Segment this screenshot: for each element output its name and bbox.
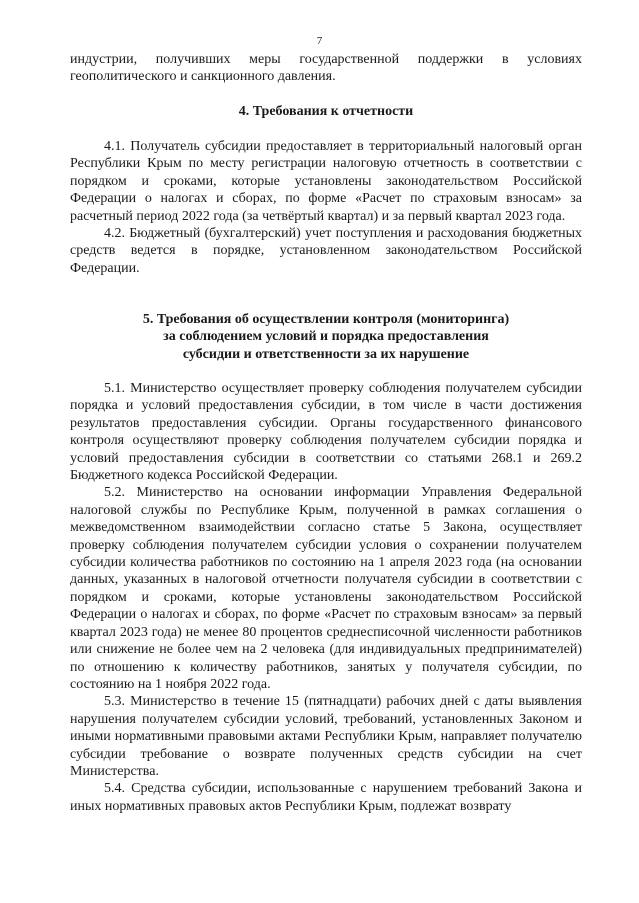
paragraph-5-4: 5.4. Средства субсидии, использованные с нарушением требований Закона и иных нормативных правовых актов Республики Крым, подлежат возврату (70, 781, 582, 814)
page-number: 7 (316, 35, 323, 47)
section-5-heading-line-2: за соблюдением условий и порядка предоставления (163, 329, 489, 345)
section-4-body (70, 138, 582, 277)
section-5-heading (70, 311, 582, 363)
paragraph-4-1: 4.1. Получатель субсидии предоставляет в территориальный налоговый орган Республики Крым по месту регистрации налоговую отчетность в соответствии с порядком и сроками, которые установлены законодательством Российской Федерации о налогах и сборах, по форме «Расчет по страховым взносам» за расчетный период 2022 года (за четвёртый квартал) и за первый квартал 2023 года. (70, 139, 582, 224)
paragraph-5-3: 5.3. Министерство в течение 15 (пятнадцати) рабочих дней с даты выявления нарушения получателем субсидии условий, требований, установленных Законом и иными нормативными правовыми актами Республики Крым, направляет получателю субсидии требование о возврате полученных средств субсидии на счет Министерства. (70, 694, 582, 779)
section-5-heading-line-1: 5. Требования об осуществлении контроля (мониторинга) (142, 312, 510, 327)
intro-paragraph-block (70, 51, 582, 86)
section-5-heading-line-3: субсидии и ответственности за их нарушение (182, 346, 470, 362)
intro-paragraph: индустрии, получивших меры государственной поддержки в условиях геополитического и санкционного давления. (70, 52, 582, 85)
paragraph-4-2: 4.2. Бюджетный (бухгалтерский) учет поступления и расходования бюджетных средств ведется в порядке, установленном законодательством Российской Федерации. (70, 226, 582, 276)
paragraph-5-1: 5.1. Министерство осуществляет проверку соблюдения получателем субсидии порядка и условий предоставления субсидии, в том числе в части достижения результатов предоставления субсидии. Органы государственного финансового контроля осуществляют проверку соблюдения получателем субсидии порядка и условий предоставления субсидии в соответствии со статьями 268.1 и 269.2 Бюджетного кодекса Российской Федерации. (70, 381, 582, 484)
section-4-heading: 4. Требования к отчетности (238, 104, 414, 119)
section-5-body (70, 380, 582, 815)
paragraph-5-2: 5.2. Министерство на основании информации Управления Федеральной налоговой службы по Республике Крым, полученной в рамках соглашения о межведомственном взаимодействии согласно статье 5 Закона, осуществляет проверку соблюдения получателем субсидии условия о сохранении получателем субсидии количества работников по состоянию на 1 апреля 2023 года (на основании данных, указанных в налоговой отчетности получателя субсидии в соответствии с порядком и сроками, которые установлены законодательством Российской Федерации о налогах и сборах, по форме «Расчет по страховым взносам» за первый квартал 2023 года) не менее 80 процентов среднесписочной численности работников или снижение не более чем на 2 человека (для индивидуальных предпринимателей) по отношению к количеству работников, занятых у получателя субсидии, по состоянию на 1 ноября 2022 года. (70, 485, 582, 692)
